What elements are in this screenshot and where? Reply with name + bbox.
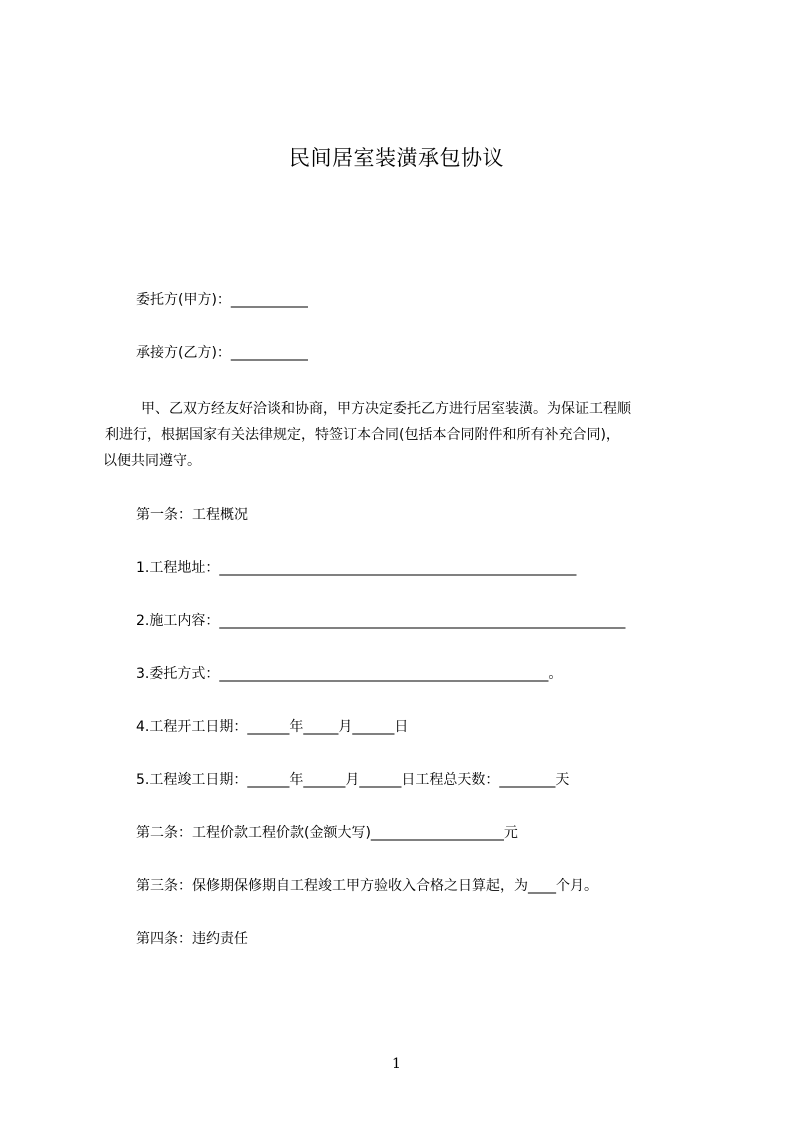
item-4-start-date: 4.工程开工日期：______年_____月______日 [136,719,409,735]
party-b-line: 承接方(乙方)：___________ [136,345,308,361]
document-title: 民间居室装潢承包协议 [289,146,504,170]
article-4-heading: 第四条：违约责任 [136,931,248,947]
party-a-line: 委托方(甲方)：___________ [136,292,308,308]
page-number: 1 [392,1056,401,1072]
article-3-warranty: 第三条：保修期保修期自工程竣工甲方验收入合格之日算起，为____个月。 [136,878,598,894]
intro-line-2: 利进行，根据国家有关法律规定，特签订本合同(包括本合同附件和所有补充合同)， [105,427,620,443]
intro-paragraph [103,396,663,474]
item-3-method: 3.委托方式：_______________________________________________。 [136,666,563,682]
article-2-price: 第二条：工程价款工程价款(金额大写)___________________元 [136,825,518,841]
intro-line-1: 甲、乙双方经友好洽谈和协商，甲方决定委托乙方进行居室装潢。为保证工程顺 [141,401,631,417]
article-1-heading: 第一条：工程概况 [136,507,248,523]
item-2-content: 2.施工内容：__________________________________________________________ [136,613,626,629]
item-1-address: 1.工程地址：___________________________________________________ [136,560,577,576]
intro-line-3: 以便共同遵守。 [103,453,201,469]
item-5-completion-date: 5.工程竣工日期：______年______月______日工程总天数：________天 [136,772,570,788]
